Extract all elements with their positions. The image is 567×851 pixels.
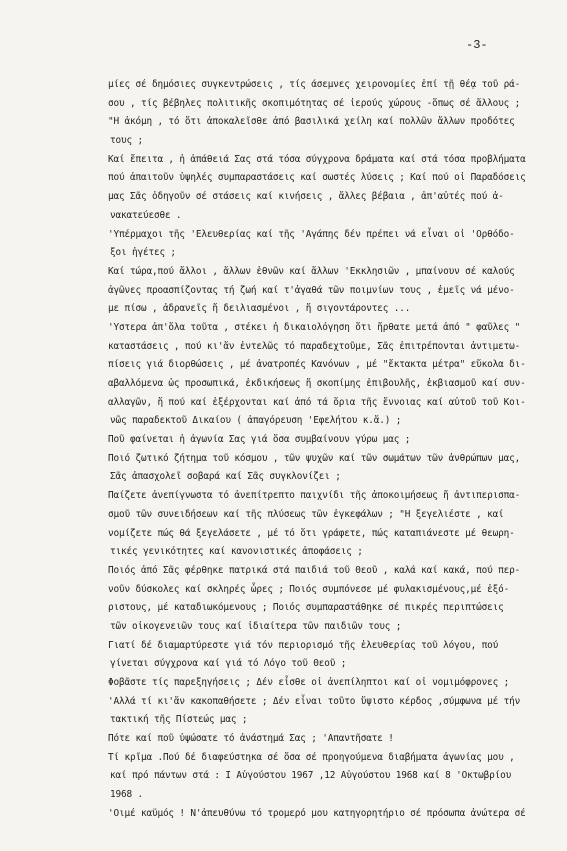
text-line: με πίσω , ἀδρανεῖς ἤ δειλιασμένοι , ἤ σιγοντάροντες ...: [108, 303, 411, 315]
text-line: Ποιός ἀπό Σᾶς φέρθηκε πατρικά στά παιδιά τοῦ Θεοῦ , καλά καί κακά, πού περ-: [108, 564, 521, 576]
text-line: αβαλλόμενα ὡς προσωπικά, ἐκδικήσεως ἤ σκοπίμης ἐπιβουλῆς, ἐκβιασμοῦ καί συν-: [108, 378, 526, 389]
text-line: 'Υστερα ἀπ'ὅλα τοῦτα , στέκει ἡ δικαιολόγηση ὅτι ἤρθατε μετά ἀπό " φαῦλες ": [108, 321, 521, 333]
text-line: Παίζετε ἀνεπίγνωστα τό ἀνεπίτρεπτο παιχνίδι τῆς ἀποκοιμήσεως ἤ ἀντιπερισπα-: [108, 490, 521, 502]
text-line: νῶς παραδεκτοῦ Δικαίου ( ἀπαγόρευση 'Εφελήτου κ.ἄ.) ;: [110, 415, 402, 427]
text-line: τῶν οἰκογενειῶν τους καί ἰδιαίτερα τῶν παιδιῶν τους ;: [110, 620, 402, 632]
text-line: Καί τώρα,πού ἄλλοι , ἄλλων ἐθνῶν καί ἄλλων 'Εκκλησιῶν , μπαίνουν σέ καλούς: [108, 265, 515, 277]
text-line: Πότε καί ποῦ ὑψώσατε τό ἀνάστημά Σας ; 'Απαντῆσατε !: [108, 733, 394, 745]
text-line: ἀγῶνες προασπίζοντας τή ζωή καί τ'ἀγαθά τῶν ποιμνίων τους , ἐμεῖς νά μένο-: [108, 284, 515, 296]
text-line: Γιατί δέ διαμαρτύρεστε γιά τόν περιορισμό τῆς ἐλευθερίας τοῦ λόγου, πού: [108, 639, 499, 651]
text-line: γίνεται σύγχρονα καί γιά τό Λόγο τοῦ Θεοῦ ;: [110, 658, 347, 670]
typewritten-text-body: [108, 76, 560, 824]
text-line: 'Αλλά τί κι'ἄν κακοπαθήσετε ; Δέν εἶναι τοῦτο ὕψιστο κέρδος ,σύμφωνα μέ τήν: [108, 695, 521, 707]
text-line: 1968 .: [110, 789, 143, 801]
text-line: σμοῦ τῶν συνειδήσεων καί τῆς πλύσεως τῶν ἐγκεφάλων ; "Η ξεγελιέστε , καί: [108, 508, 504, 520]
page-number: -3-: [466, 38, 488, 52]
text-line: πίσεις γιά διορθώσεις , μέ ἀνατροπές Κανόνων , μέ "ἔκτακτα μέτρα" εὔκολα δι-: [108, 359, 526, 371]
text-line: ριστους, μέ καταδιωκόμενους ; Ποιός συμπαραστάθηκε σέ πικρές περιπτώσεις: [108, 602, 504, 614]
text-line: νομίζετε πώς θά ξεγελάσετε , μέ τό ὅτι γράφετε, πώς καταπιάνεστε μέ θεωρη-: [108, 527, 515, 539]
text-line: καί πρό πάντων στά : Ι Αὐγούστου 1967 ,12 Αὐγούστου 1968 καί 8 'Οκτωβρίου: [110, 770, 512, 782]
text-line: Καί ἔπειτα , ἡ ἀπάθειά Σας στά τόσα σύγχρονα δράματα καί στά τόσα προβλήματα: [108, 153, 526, 165]
text-line: μίες σέ δημόσιες συγκεντρώσεις , τίς άσεμνες χειρονομίες ἐπί τῇ θέᾳ τοῦ ρά-: [108, 79, 521, 90]
text-line: σου , τίς βέβηλες πολιτικῆς σκοπιμότητας σέ ἱερούς χώρους -ὅπως σέ ἄλλους ;: [108, 97, 521, 109]
text-line: ξοι ἡγέτες ;: [110, 247, 176, 259]
text-line: πού ἀπαιτοῦν ὑψηλές συμπαραστάσεις καί σωστές λύσεις ; Καί πού οἱ Παραδόσεις: [108, 172, 526, 184]
text-line: "Η ἀκόμη , τό ὅτι ἀποκαλεῖσθε ἀπό βασιλικά χείλη καί πολλῶν ἄλλων προδότες: [108, 116, 515, 128]
text-line: τους ;: [110, 135, 143, 147]
text-line: Φοβᾶστε τίς παρεξηγήσεις ; Δέν εἶσθε οἱ ἀνεπίληπτοι καί οἱ νομιμόφρονες ;: [108, 677, 510, 688]
text-line: καταστάσεις , πού κι'ἄν ἐντελῶς τό παραδεχτοῦμε, Σᾶς ἐπιτρέπονται ἀντιμετω-: [108, 340, 521, 352]
text-line: νοῦν δύσκολες καί σκληρές ὧρες ; Ποιός συμπόνεσε μέ φυλακισμένους,μέ ἐξό-: [108, 583, 510, 595]
text-line: τικές γενικότητες καί κανονιστικές ἀποφάσεις ;: [110, 546, 363, 558]
text-line: Σᾶς ἀπασχολεῖ σοβαρά καί Σᾶς συγκλονίζει ;: [110, 471, 341, 483]
text-line: τακτική τῆς Πίστεώς μας ;: [110, 714, 248, 726]
text-line: Τί κρῖμα .Πού δέ διαφεύστηκα σέ ὅσα σέ προηγούμενα διαβήματα ἀγωνίας μου ,: [108, 751, 515, 763]
text-line: Ποῦ φαίνεται ἡ ἀγωνία Σας γιά ὅσα συμβαίνουν γύρω μας ;: [108, 434, 411, 446]
text-line: νακατεύεσθε .: [110, 209, 182, 221]
text-line: αλλαγῶν, ἤ πού καί ἐξέρχονται καί ἀπό τά ὅρια τῆς ἔννοιας καί αὐτοῦ τοῦ Κοι-: [108, 396, 526, 408]
text-line: μας Σᾶς ὁδηγοῦν σέ στάσεις καί κινήσεις , ἄλλες βέβαια , ἀπ'αὐτές πού ἀ-: [108, 191, 504, 203]
text-line: Ποιό ζωτικό ζήτημα τοῦ κόσμου , τῶν ψυχῶν καί τῶν σωμάτων τῶν ἀνθρώπων μας,: [108, 452, 521, 464]
text-line: 'Οιμέ καϋμός ! Ν'ἀπευθύνω τό τρομερό μου κατηγορητήριο σέ πρόσωπα ἀνώτερα σέ: [108, 807, 526, 819]
text-line: 'Υπέρμαχοι τῆς 'Ελευθερίας καί τῆς 'Αγάπης δέν πρέπει νά εἶναι οἱ 'Ορθόδο-: [108, 228, 515, 240]
